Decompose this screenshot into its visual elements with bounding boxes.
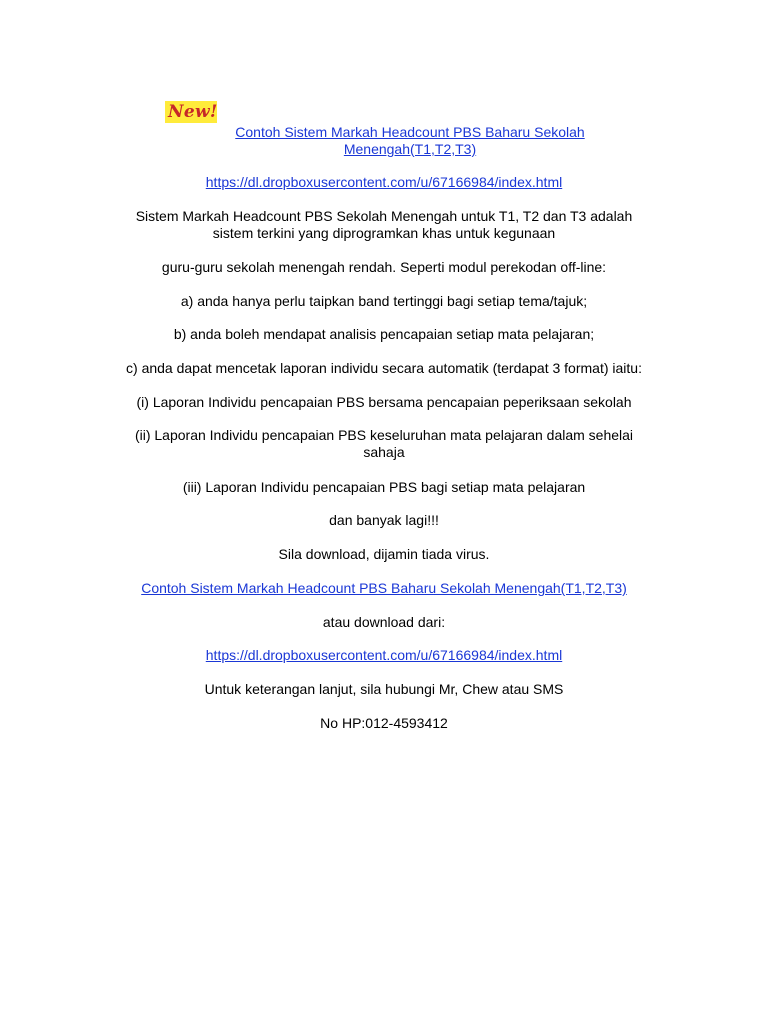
url-line-2 bbox=[0, 647, 768, 664]
contact-text: Untuk keterangan lanjut, sila hubungi Mr, Chew atau SMS bbox=[204, 681, 564, 697]
title-link-line1[interactable]: Contoh Sistem Markah Headcount PBS Baharu Sekolah bbox=[235, 124, 585, 140]
point-b: b) anda boleh mendapat analisis pencapaian setiap mata pelajaran; bbox=[173, 326, 595, 342]
url-line-1 bbox=[0, 174, 768, 191]
intro-line1: Sistem Markah Headcount PBS Sekolah Menengah untuk T1, T2 dan T3 adalah bbox=[135, 208, 633, 224]
or-download-text: atau download dari: bbox=[322, 614, 446, 630]
sub-point-ii-line2: sahaja bbox=[363, 444, 405, 460]
more-text: dan banyak lagi!!! bbox=[329, 512, 439, 528]
new-badge: New! bbox=[165, 101, 217, 123]
intro-line2: sistem terkini yang diprogramkan khas untuk kegunaan bbox=[212, 225, 556, 241]
intro-paragraph bbox=[84, 208, 684, 242]
title-link-line-2 bbox=[0, 580, 768, 597]
title-link-line2[interactable]: Menengah(T1,T2,T3) bbox=[343, 141, 477, 157]
title-link-2[interactable]: Contoh Sistem Markah Headcount PBS Baharu Sekolah Menengah(T1,T2,T3) bbox=[141, 580, 627, 596]
point-c: c) anda dapat mencetak laporan individu secara automatik (terdapat 3 format) iaitu: bbox=[126, 360, 642, 376]
sub-point-ii-line1: (ii) Laporan Individu pencapaian PBS keseluruhan mata pelajaran dalam sehelai bbox=[134, 427, 634, 443]
sub-point-iii: (iii) Laporan Individu pencapaian PBS bagi setiap mata pelajaran bbox=[182, 479, 586, 495]
download-url-link-2[interactable]: https://dl.dropboxusercontent.com/u/67166984/index.html bbox=[205, 647, 563, 663]
phone-number: No HP:012-4593412 bbox=[320, 715, 448, 731]
download-url-link-1[interactable]: https://dl.dropboxusercontent.com/u/67166984/index.html bbox=[205, 174, 563, 190]
title-link-block bbox=[210, 124, 610, 158]
teachers-paragraph: guru-guru sekolah menengah rendah. Seperti modul perekodan off-line: bbox=[161, 259, 607, 275]
download-note: Sila download, dijamin tiada virus. bbox=[278, 546, 490, 562]
sub-point-i: (i) Laporan Individu pencapaian PBS bersama pencapaian peperiksaan sekolah bbox=[136, 394, 632, 410]
point-a: a) anda hanya perlu taipkan band tertinggi bagi setiap tema/tajuk; bbox=[180, 293, 588, 309]
sub-point-ii bbox=[84, 427, 684, 461]
